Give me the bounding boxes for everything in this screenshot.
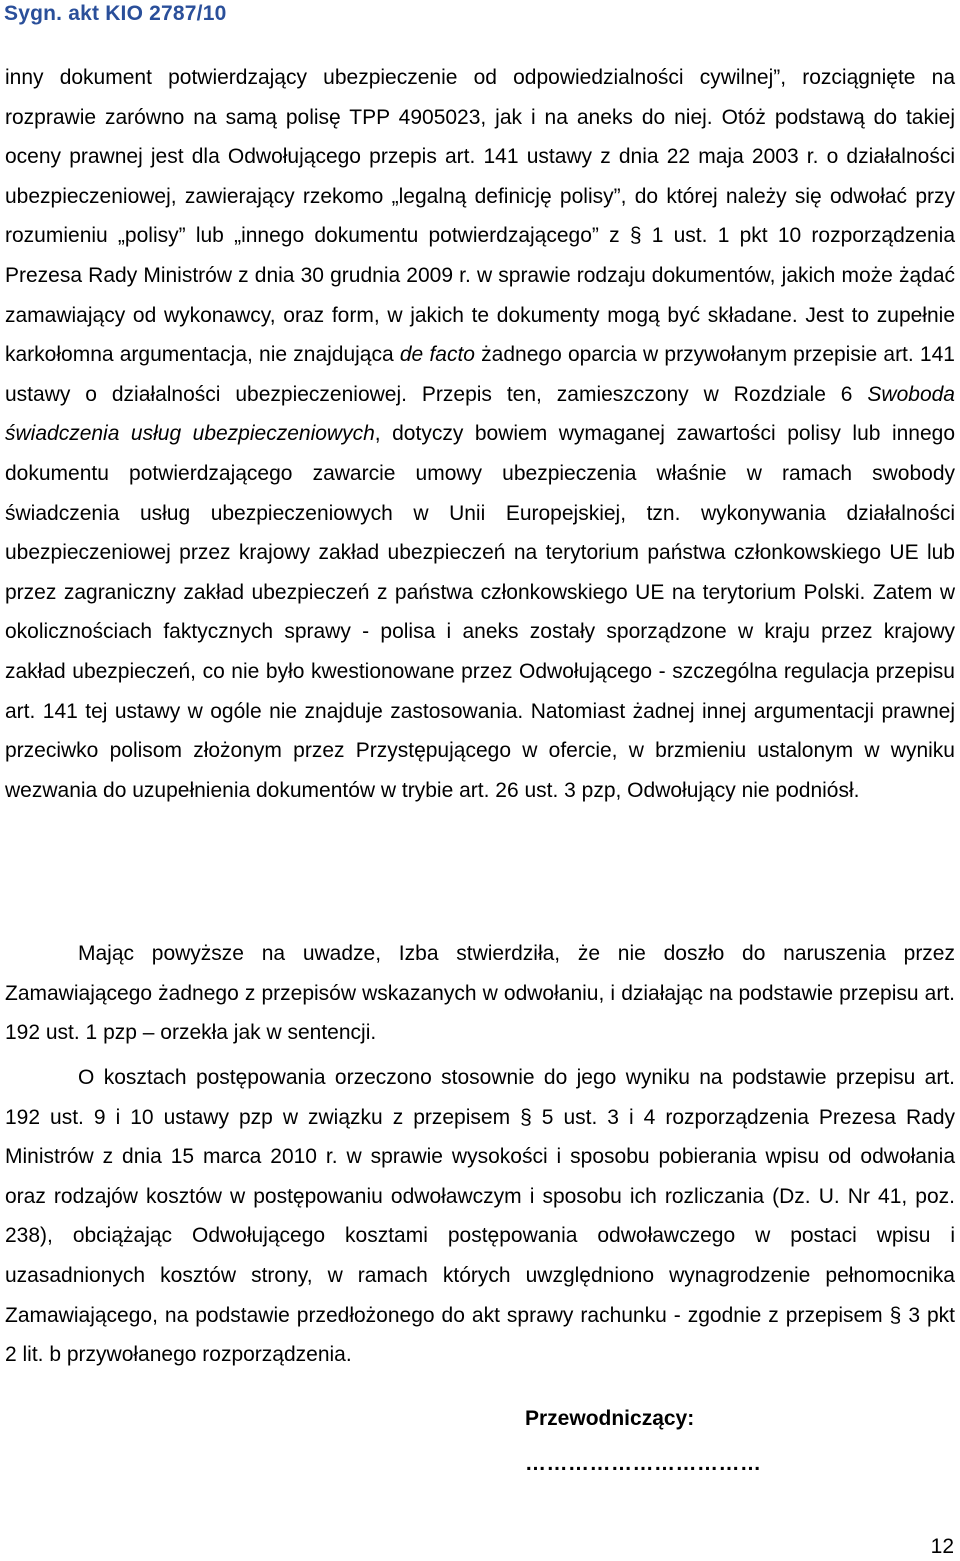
paragraph-text: , dotyczy bowiem wymaganej zawartości polisy lub innego dokumentu potwierdzającego zawarcie umowy ubezpieczenia właśnie w ramach swobody świadczenia usług ubezpieczeniowych w Unii Europejskiej, tzn. wykonywania działalności ubezpieczeniowej przez krajowy zakład ubezpieczeń na terytorium państwa członkowskiego UE lub przez zagraniczny zakład ubezpieczeń z państwa członkowskiego UE na terytorium Polski. Zatem w okolicznościach faktycznych sprawy - polisa i aneks zostały sporządzone w kraju przez krajowy zakład ubezpieczeń, co nie było kwestionowane przez Odwołującego - szczególna regulacja przepisu art. 141 tej ustawy w ogóle nie znajduje zastosowania. Natomiast żadnej innej argumentacji prawnej przeciwko polisom złożonym przez Przystępującego w ofercie, w brzmieniu ustalonym w wyniku wezwania do uzupełnienia dokumentów w trybie art. 26 ust. 3 pzp, Odwołujący nie podniósł. [5, 422, 956, 802]
signature-label: Przewodniczący: [525, 1407, 695, 1430]
paragraph-conclusion [5, 934, 955, 1053]
chapter-title: Swoboda świadczenia usług ubezpieczeniowych [5, 382, 955, 446]
paragraph-argument [5, 58, 955, 810]
paragraph-text: O kosztach postępowania orzeczono stosownie do jego wyniku na podstawie przepisu art. 192 ust. 9 i 10 ustawy pzp w związku z przepisem § 5 ust. 3 i 4 rozporządzenia Prezesa Rady Ministrów z dnia 15 marca 2010 r. w sprawie wysokości i sposobu pobierania wpisu od odwołania oraz rodzajów kosztów w postępowaniu odwoławczym i sposobu ich rozliczania (Dz. U. Nr 41, poz. 238), obciążając Odwołującego kosztami postępowania odwoławczego w postaci wpisu i uzasadnionych kosztów strony, w ramach których uwzględniono wynagrodzenie pełnomocnika Zamawiającego, na podstawie przedłożonego do akt sprawy rachunku - zgodnie z przepisem § 3 pkt 2 lit. b przywołanego rozporządzenia. [5, 1066, 955, 1367]
case-number-header: Sygn. akt KIO 2787/10 [4, 2, 227, 25]
paragraph-text: Mając powyższe na uwadze, Izba stwierdziła, że nie doszło do naruszenia przez Zamawiającego żadnego z przepisów wskazanych w odwołaniu, i działając na podstawie przepisu art. 192 ust. 1 pzp – orzekła jak w sentencji. [5, 942, 955, 1045]
page-number: 12 [930, 1535, 954, 1558]
signature-line: …………………………… [525, 1452, 762, 1475]
latin-phrase: de facto [399, 343, 475, 367]
paragraph-text: inny dokument potwierdzający ubezpieczenie od odpowiedzialności cywilnej”, rozciągnięte na rozprawie zarówno na samą polisę TPP 4905023, jak i na aneks do niej. Otóż podstawą do takiej oceny prawnej jest dla Odwołującego przepis art. 141 ustawy z dnia 22 maja 2003 r. o działalności ubezpieczeniowej, zawierający rzekomo „legalną definicję polisy”, do której należy się odwołać przy rozumieniu „polisy” lub „innego dokumentu potwierdzającego” z § 1 ust. 1 pkt 10 rozporządzenia Prezesa Rady Ministrów z dnia 30 grudnia 2009 r. w sprawie rodzaju dokumentów, jakich może żądać zamawiający od wykonawcy, oraz form, w jakich te dokumenty mogą być składane. Jest to zupełnie karkołomna argumentacja, nie znajdująca [5, 66, 955, 367]
paragraph-costs [5, 1058, 955, 1375]
paragraph-text: żadnego oparcia w przywołanym przepisie art. 141 ustawy o działalności ubezpieczeniowej. Przepis ten, zamieszczony w Rozdziale 6 [5, 343, 955, 406]
